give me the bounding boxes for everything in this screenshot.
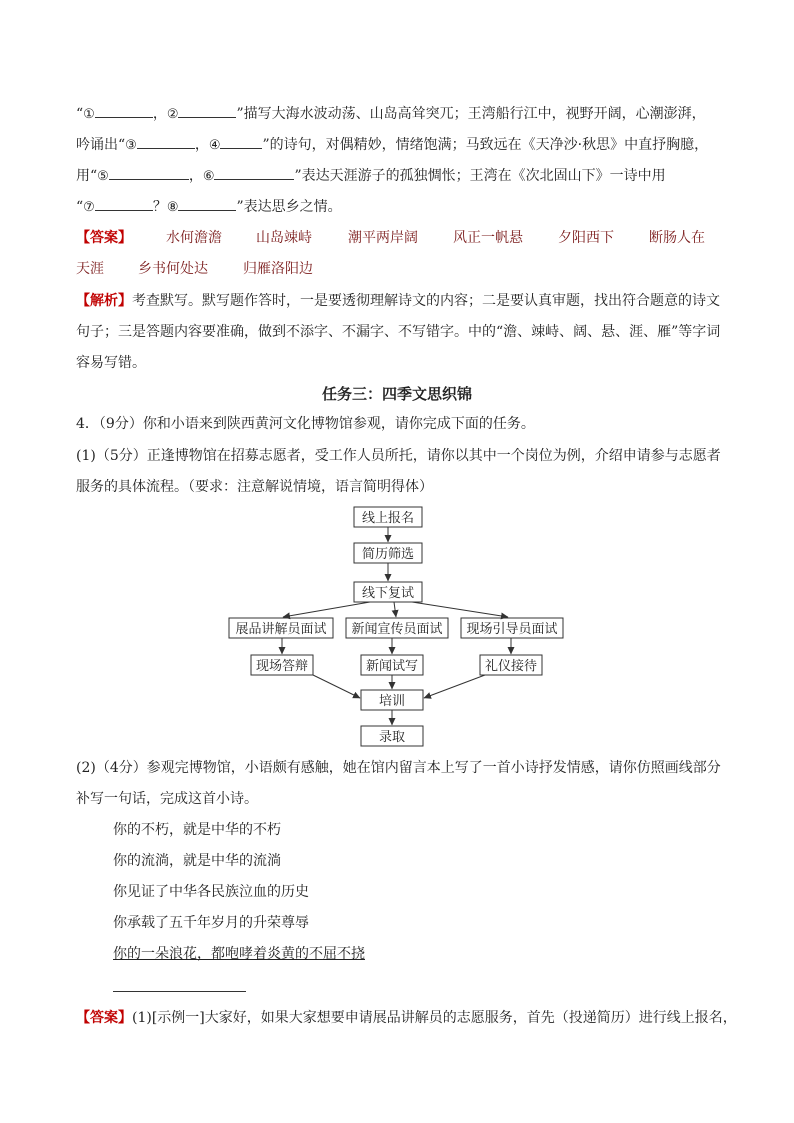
text: 吟诵出“: [76, 137, 126, 153]
analysis-text: 考查默写。默写题作答时，一是要透彻理解诗文的内容；二是要认真审题，找出符合题意的诗文: [132, 293, 720, 309]
answer-label: 【答案】: [76, 1010, 132, 1026]
node-label: 培训: [378, 694, 406, 709]
poem-line-4: 你承载了五千年岁月的升荣尊辱: [113, 915, 309, 931]
section-title: 任务三：四季文思织锦: [321, 385, 472, 403]
answer-7: 天涯: [76, 261, 104, 277]
blank-marker-2: ②: [166, 107, 179, 122]
arrow: [394, 602, 396, 617]
text: ，: [194, 137, 209, 153]
node-label: 新闻试写: [365, 659, 419, 674]
blank-marker-8: ⑧: [166, 200, 179, 215]
answer-2: 山岛竦峙: [256, 230, 312, 246]
text: 用“: [76, 168, 98, 184]
blank-marker-3: ③: [125, 138, 137, 153]
blank-marker-1: ①: [83, 107, 95, 122]
poem-line-2: 你的流淌，就是中华的流淌: [113, 853, 281, 869]
text: ，: [152, 106, 167, 122]
answer-4: 风正一帆悬: [453, 230, 523, 246]
answer-6: 断肠人在: [649, 230, 705, 246]
answer-8: 乡书何处达: [138, 261, 208, 277]
arrow: [313, 675, 360, 698]
arrow: [412, 602, 508, 617]
analysis-label: 【解析】: [76, 293, 132, 309]
answer-5: 夕阳西下: [558, 230, 614, 246]
text: “: [76, 199, 84, 215]
answer-3: 潮平两岸阔: [348, 230, 418, 246]
node-label: 现场答辩: [255, 659, 309, 674]
node-label: 新闻宣传员面试: [351, 622, 443, 637]
blank-marker-5: ⑤: [97, 169, 109, 184]
text: ”表达思乡之情。: [236, 199, 342, 215]
answer-label: 【答案】: [76, 230, 132, 246]
arrow: [424, 675, 485, 698]
node-label: 现场引导员面试: [466, 622, 558, 637]
analysis-text: 句子；三是答题内容要准确，做到不添字、不漏字、不写错字。中的“澹、竦峙、阔、悬、涯、雁”等字词: [76, 324, 721, 340]
text: ”描写大海水波动荡、山岛高耸突兀；王湾船行江中，视野开阔，心潮澎湃，: [236, 106, 706, 122]
analysis-text: 容易写错。: [76, 355, 146, 371]
node-label: 线下复试: [361, 586, 415, 601]
node-label: 礼仪接待: [484, 659, 538, 674]
text: “: [76, 106, 84, 122]
arrow: [283, 602, 370, 617]
blank-marker-6: ⑥: [202, 169, 215, 184]
blank-marker-7: ⑦: [83, 200, 95, 215]
node-label: 展品讲解员面试: [235, 622, 327, 637]
poem-line-5-underlined: 你的一朵浪花，都咆哮着炎黄的不屈不挠: [113, 946, 365, 962]
text: ？: [152, 199, 167, 215]
text: ”表达天涯游子的孤独惆怅；王湾在《次北固山下》一诗中用: [294, 168, 666, 184]
poem-line-3: 你见证了中华各民族泣血的历史: [113, 884, 309, 900]
node-label: 录取: [378, 730, 406, 745]
poem-line-1: 你的不朽，就是中华的不朽: [113, 822, 281, 838]
node-label: 线上报名: [361, 511, 415, 526]
answer-blank-line[interactable]: [113, 991, 246, 992]
blank-marker-4: ④: [208, 138, 221, 153]
answer-9: 归雁洛阳边: [243, 261, 313, 277]
q4-answer-line: [76, 1008, 737, 1028]
q4-part1-line-1: (1)（5分）正逢博物馆在招募志愿者，受工作人员所托，请你以其中一个岗位为例，介绍申请参与志愿者: [76, 448, 721, 464]
q4-part1-line-2: 服务的具体流程。（要求：注意解说情境，语言简明得体）: [76, 479, 433, 495]
q4-intro: 4．（9分）你和小语来到陕西黄河文化博物馆参观，请你完成下面的任务。: [76, 416, 535, 432]
q4-part2-line-2: 补写一句话，完成这首小诗。: [76, 791, 258, 807]
text: ，: [188, 168, 203, 184]
answer-text: (1)[示例一]大家好，如果大家想要申请展品讲解员的志愿服务，首先（投递简历）进行线上报名，: [132, 1010, 737, 1026]
q4-part2-line-1: (2)（4分）参观完博物馆，小语颇有感触，她在馆内留言本上写了一首小诗抒发情感，请你仿照画线部分: [76, 760, 721, 776]
answer-1: 水何澹澹: [166, 230, 222, 246]
text: ”的诗句，对偶精妙，情绪饱满；马致远在《天净沙·秋思》中直抒胸臆，: [262, 137, 709, 153]
node-label: 简历筛选: [361, 547, 415, 562]
